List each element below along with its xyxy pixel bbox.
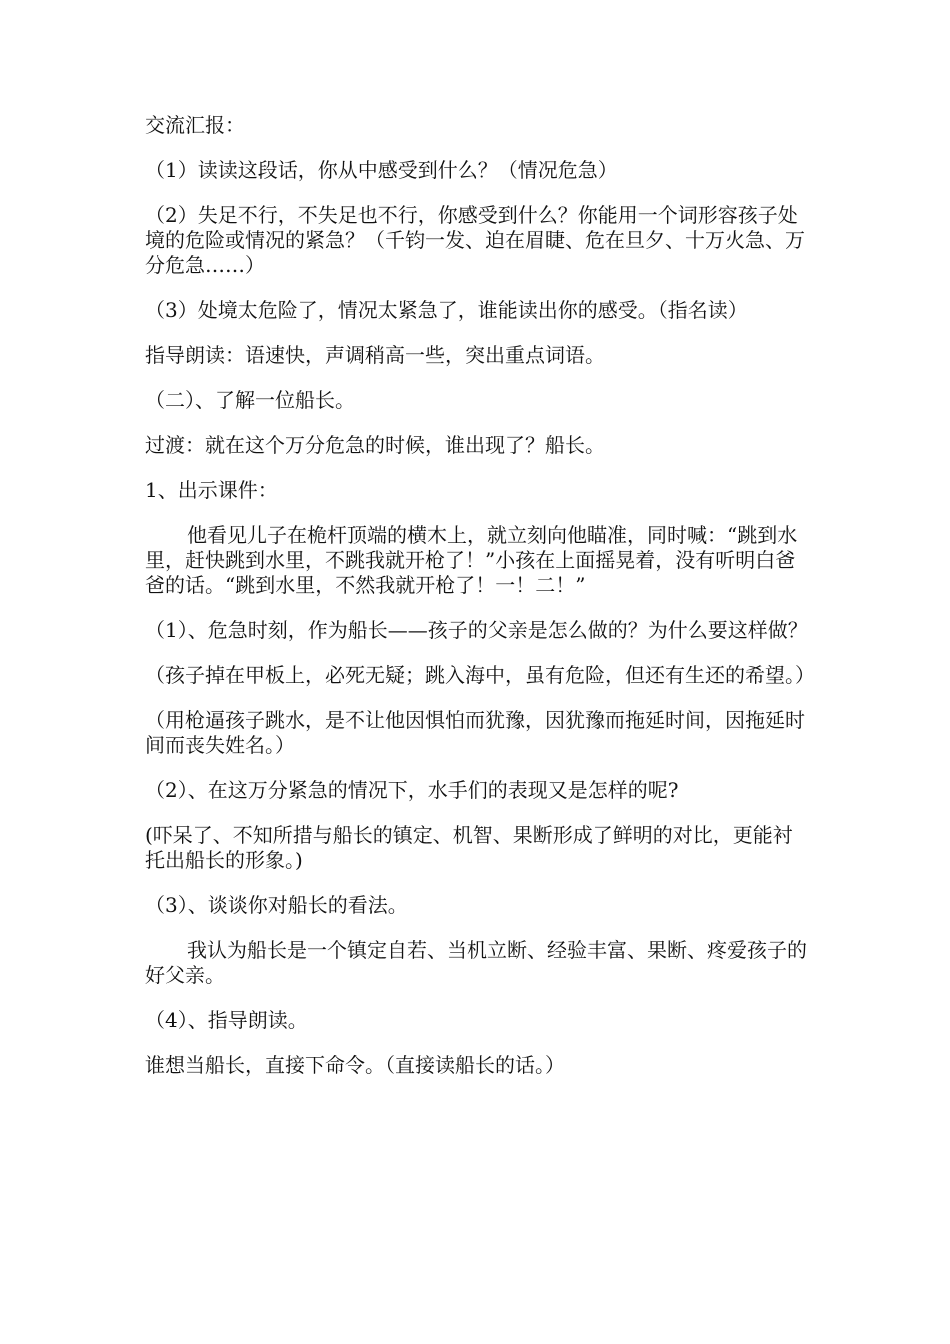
paragraph-answer-3: 我认为船长是一个镇定自若、当机立断、经验丰富、果断、疼爱孩子的好父亲。: [145, 938, 807, 987]
paragraph-transition: 过渡：就在这个万分危急的时候，谁出现了？船长。: [145, 433, 605, 457]
paragraph-excerpt: 他看见儿子在桅杆顶端的横木上，就立刻向他瞄准，同时喊：“跳到水里，赶快跳到水里，不跳我就开枪了！”小孩在上面摇晃着，没有听明白爸爸的话。“跳到水里，不然我就开枪了！一！二！”: [145, 523, 798, 597]
paragraph-question-1: （1）读读这段话，你从中感受到什么？（情况危急）: [145, 158, 618, 182]
document-page: [145, 113, 815, 1098]
paragraph-report-heading: 交流汇报：: [145, 113, 245, 137]
paragraph-sub-question-3: （3）、谈谈你对船长的看法。: [145, 893, 408, 917]
paragraph-show-courseware: 1、出示课件：: [145, 478, 278, 502]
paragraph-question-2: （2）失足不行，不失足也不行，你感受到什么？你能用一个词形容孩子处境的危险或情况的紧急？（千钧一发、迫在眉睫、危在旦夕、十万火急、万分危急……）: [145, 203, 805, 277]
paragraph-answer-1b: （用枪逼孩子跳水，是不让他因惧怕而犹豫，因犹豫而拖延时间，因拖延时间而丧失姓名。）: [145, 708, 805, 757]
paragraph-reading-guidance: 指导朗读：语速快，声调稍高一些，突出重点词语。: [145, 343, 605, 367]
paragraph-sub-question-2: （2）、在这万分紧急的情况下，水手们的表现又是怎样的呢?: [145, 778, 679, 802]
paragraph-answer-4: 谁想当船长，直接下命令。（直接读船长的话。）: [145, 1053, 565, 1077]
paragraph-sub-question-1: （1）、危急时刻，作为船长——孩子的父亲是怎么做的？为什么要这样做？: [145, 618, 808, 642]
paragraph-sub-question-4: （4）、指导朗读。: [145, 1008, 308, 1032]
paragraph-answer-1a: （孩子掉在甲板上，必死无疑；跳入海中，虽有危险，但还有生还的希望。）: [145, 663, 815, 687]
paragraph-section-captain: （二）、了解一位船长。: [145, 388, 355, 412]
paragraph-question-3: （3）处境太危险了，情况太紧急了，谁能读出你的感受。（指名读）: [145, 298, 748, 322]
paragraph-answer-2: (吓呆了、不知所措与船长的镇定、机智、果断形成了鲜明的对比，更能衬托出船长的形象。): [145, 823, 793, 872]
